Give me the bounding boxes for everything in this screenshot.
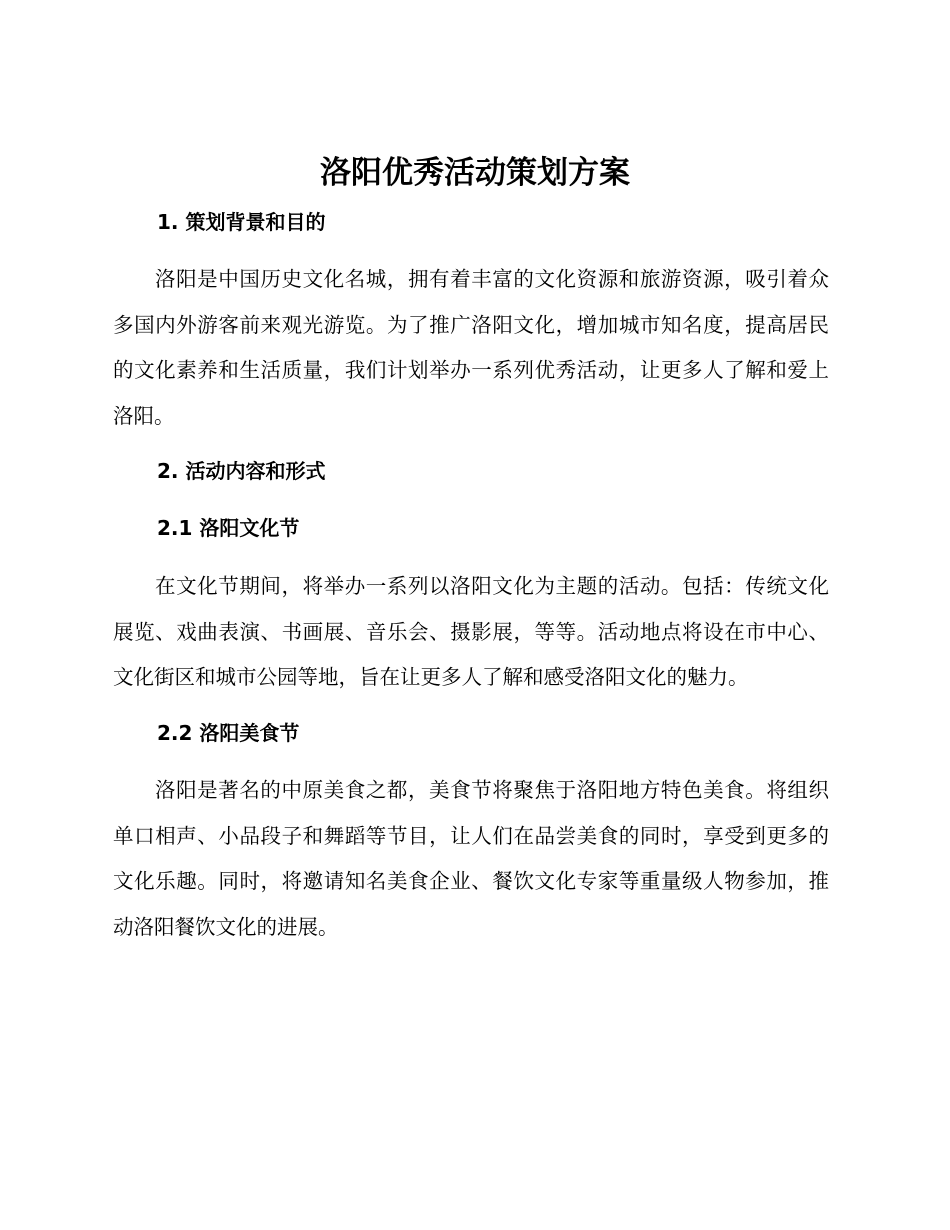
paragraph-culture-festival: 在文化节期间，将举办一系列以洛阳文化为主题的活动。包括：传统文化展览、戏曲表演、书画展、音乐会、摄影展，等等。活动地点将设在市中心、文化街区和城市公园等地，旨在让更多人了解和感受洛阳文化的魅力。 <box>113 574 829 689</box>
section-heading-culture-festival: 2.1 洛阳文化节 <box>157 516 300 540</box>
paragraph-food-festival: 洛阳是著名的中原美食之都，美食节将聚焦于洛阳地方特色美食。将组织单口相声、小品段子和舞蹈等节目，让人们在品尝美食的同时，享受到更多的文化乐趣。同时，将邀请知名美食企业、餐饮文化专家等重量级人物参加，推动洛阳餐饮文化的进展。 <box>113 778 829 939</box>
document-title: 洛阳优秀活动策划方案 <box>320 155 630 191</box>
paragraph-background: 洛阳是中国历史文化名城，拥有着丰富的文化资源和旅游资源，吸引着众多国内外游客前来观光游览。为了推广洛阳文化，增加城市知名度，提高居民的文化素养和生活质量，我们计划举办一系列优秀活动，让更多人了解和爱上洛阳。 <box>113 267 829 428</box>
section-heading-background: 1. 策划背景和目的 <box>157 210 326 234</box>
section-heading-food-festival: 2.2 洛阳美食节 <box>157 721 300 745</box>
section-heading-content: 2. 活动内容和形式 <box>157 459 326 483</box>
